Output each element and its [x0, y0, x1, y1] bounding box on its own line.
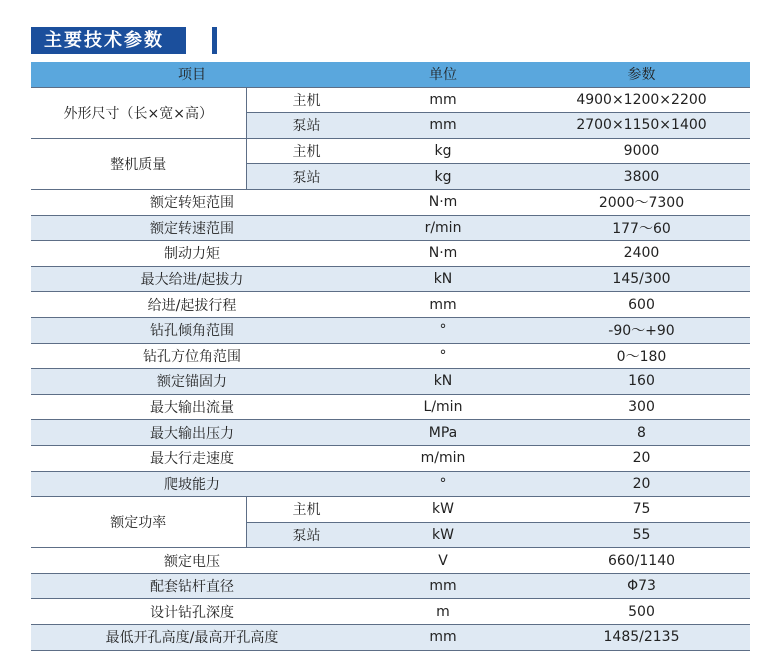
row-label: 配套钻杆直径 [31, 573, 353, 599]
row-sub-label: 泵站 [246, 164, 353, 190]
header-param: 参数 [533, 62, 750, 87]
row-label: 额定锚固力 [31, 369, 353, 395]
row-value: 2000～7300 [533, 189, 750, 215]
row-group-label: 整机质量 [31, 138, 246, 189]
row-unit: mm [353, 113, 533, 139]
row-label: 给进/起拔行程 [31, 292, 353, 318]
table-row [31, 241, 750, 267]
row-value: 3800 [533, 164, 750, 190]
table-row [31, 343, 750, 369]
row-group-label: 外形尺寸（长×宽×高） [31, 87, 246, 138]
table-row [31, 599, 750, 625]
row-value: Φ73 [533, 573, 750, 599]
row-value: 9000 [533, 138, 750, 164]
row-sub-label: 主机 [246, 497, 353, 523]
section-title: 主要技术参数 [31, 27, 186, 54]
row-label: 设计钻孔深度 [31, 599, 353, 625]
row-value: 2700×1150×1400 [533, 113, 750, 139]
row-unit: kg [353, 164, 533, 190]
row-label: 最大输出流量 [31, 394, 353, 420]
table-row [31, 625, 750, 651]
table-row [31, 215, 750, 241]
table-row [31, 266, 750, 292]
row-group-label: 额定功率 [31, 497, 246, 548]
row-label: 最低开孔高度/最高开孔高度 [31, 625, 353, 651]
row-unit: kN [353, 266, 533, 292]
row-unit: r/min [353, 215, 533, 241]
row-value: 300 [533, 394, 750, 420]
row-sub-label: 主机 [246, 138, 353, 164]
row-unit: mm [353, 292, 533, 318]
row-unit: ° [353, 471, 533, 497]
row-value: 4900×1200×2200 [533, 87, 750, 113]
row-unit: V [353, 548, 533, 574]
row-unit: L/min [353, 394, 533, 420]
row-unit: kW [353, 497, 533, 523]
row-value: 20 [533, 445, 750, 471]
row-value: 20 [533, 471, 750, 497]
header-unit: 单位 [353, 62, 533, 87]
table-row [31, 87, 750, 113]
table-row [31, 548, 750, 574]
row-value: 0～180 [533, 343, 750, 369]
header-item: 项目 [31, 62, 353, 87]
row-value: 177～60 [533, 215, 750, 241]
table-body [31, 87, 750, 650]
row-label: 额定转矩范围 [31, 189, 353, 215]
row-value: 8 [533, 420, 750, 446]
table-row [31, 317, 750, 343]
row-sub-label: 泵站 [246, 113, 353, 139]
table-header-row [31, 62, 750, 87]
row-unit: N·m [353, 189, 533, 215]
row-label: 最大给进/起拔力 [31, 266, 353, 292]
row-label: 制动力矩 [31, 241, 353, 267]
table-row [31, 420, 750, 446]
row-label: 额定电压 [31, 548, 353, 574]
table-row [31, 369, 750, 395]
row-unit: ° [353, 343, 533, 369]
table-row [31, 292, 750, 318]
table-row [31, 189, 750, 215]
row-sub-label: 主机 [246, 87, 353, 113]
row-unit: kN [353, 369, 533, 395]
spec-table [31, 62, 750, 651]
row-value: 55 [533, 522, 750, 548]
row-value: -90～+90 [533, 317, 750, 343]
row-unit: m/min [353, 445, 533, 471]
row-unit: mm [353, 625, 533, 651]
row-value: 600 [533, 292, 750, 318]
table-row [31, 138, 750, 164]
row-unit: kW [353, 522, 533, 548]
row-label: 爬坡能力 [31, 471, 353, 497]
row-label: 额定转速范围 [31, 215, 353, 241]
row-value: 160 [533, 369, 750, 395]
table-row [31, 573, 750, 599]
row-value: 500 [533, 599, 750, 625]
row-value: 660/1140 [533, 548, 750, 574]
row-unit: ° [353, 317, 533, 343]
title-accent-bar [212, 27, 217, 54]
row-label: 钻孔方位角范围 [31, 343, 353, 369]
table-row [31, 445, 750, 471]
row-label: 最大行走速度 [31, 445, 353, 471]
row-unit: N·m [353, 241, 533, 267]
row-value: 1485/2135 [533, 625, 750, 651]
table-row [31, 497, 750, 523]
row-unit: MPa [353, 420, 533, 446]
row-value: 145/300 [533, 266, 750, 292]
row-unit: mm [353, 87, 533, 113]
row-label: 钻孔倾角范围 [31, 317, 353, 343]
row-unit: m [353, 599, 533, 625]
row-value: 75 [533, 497, 750, 523]
row-sub-label: 泵站 [246, 522, 353, 548]
row-label: 最大输出压力 [31, 420, 353, 446]
row-value: 2400 [533, 241, 750, 267]
table-row [31, 471, 750, 497]
row-unit: kg [353, 138, 533, 164]
table-row [31, 394, 750, 420]
row-unit: mm [353, 573, 533, 599]
